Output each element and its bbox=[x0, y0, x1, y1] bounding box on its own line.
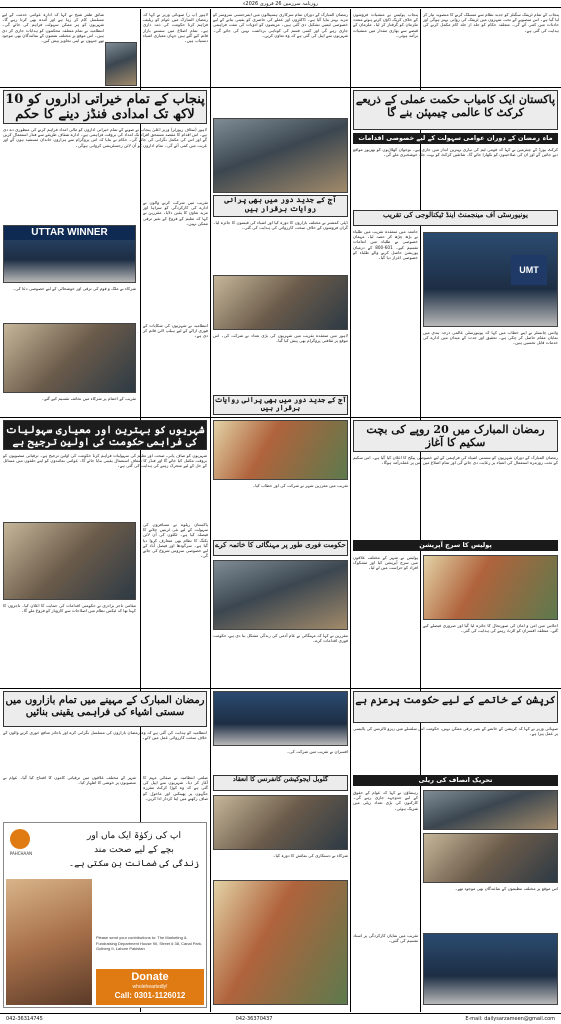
article-text: جامعہ میں منعقدہ تقریب میں طلباء نے بڑھ چڑھ کر حصہ لیا۔ مہمان خصوصی نے طلباء میں انعامات تقسیم کیے۔ 601-800 کے درمیان پوزیشن حاصل کرنے والے طلباء کو خصوصی اعزاز دیا گیا۔ bbox=[353, 229, 418, 261]
award-photo bbox=[423, 933, 558, 1005]
donate-button[interactable] bbox=[96, 969, 204, 1005]
headline-centre-bottom: حکومت فوری طور پر مہنگائی کا خاتمہ کرے bbox=[213, 540, 348, 556]
column-rule bbox=[210, 9, 211, 1012]
mother-child-image bbox=[6, 879, 92, 1005]
author-photo bbox=[105, 42, 137, 86]
zakat-ad bbox=[3, 822, 207, 1008]
headline-right-mid: یونیورسٹی آف مینجمنٹ اینڈ ٹیکنالوجی کی تقریب bbox=[353, 210, 558, 226]
market-photo bbox=[213, 275, 348, 330]
headline-mid-left: شہریوں کو بہترین اور معیاری سہولیات کی فراہمی حکومت کی اولین ترجیح ہے bbox=[3, 420, 207, 450]
event-photo bbox=[213, 420, 348, 480]
logo-text: PAHCHAAN bbox=[9, 851, 33, 856]
headline-low-right: کرپشن کے خاتمے کے لیے حکومت پرعزم ہے bbox=[353, 691, 558, 723]
umt-logo: UMT bbox=[511, 255, 547, 285]
group-photo bbox=[3, 323, 136, 393]
article-text: تقریب میں شرکت کرنے والوں نے ادارے کی کارکردگی کو سراہا اور مزید تعاون کا یقین دلایا۔ مقررین نے کہا کہ تعلیم کے فروغ کے بغیر ترقی ممکن نہیں۔ bbox=[143, 200, 208, 226]
pahchaan-logo-icon bbox=[10, 829, 30, 849]
banner-photo-text: UTTAR WINNER bbox=[4, 226, 135, 240]
article-text: ڈپٹی کمشنر نے مختلف بازاروں کا دورہ کیا اور اشیاء کی قیمتوں کا جائزہ لیا۔ گراں فروشوں کے خلاف سخت کارروائی کی ہدایت کی گئی۔ bbox=[213, 220, 348, 231]
event-photo bbox=[3, 225, 136, 283]
meeting-photo bbox=[423, 555, 558, 620]
call-label: Call: 0301-1126012 bbox=[114, 991, 186, 1000]
article-text: لاہور میں منعقدہ تقریب میں شہریوں کی بڑی تعداد نے شرکت کی۔ اس موقع پر ثقافتی پروگرام بھی پیش کیا گیا۔ bbox=[213, 333, 348, 344]
article-text: شرکاء نے ملک و قوم کی ترقی اور خوشحالی کے لیے خصوصی دعا کی۔ bbox=[12, 286, 136, 291]
article-text: تقریب میں نمایاں کارکردگی پر اسناد تقسیم کی گئیں۔ bbox=[353, 933, 418, 944]
handshake-photo bbox=[3, 522, 136, 600]
ad-contrib-text: Please send your contributions to: The Marketing & Fundraising Department House 90, Street # 38, Canal Park, Gulberg II, Lahore Pakistan bbox=[96, 935, 203, 951]
award-photo bbox=[213, 118, 348, 193]
article-text: رمضان المبارک کے دوران تمام سرکاری ہسپتالوں میں ایمرجنسی سروسز کو مزید بہتر بنایا گیا ہے۔ ڈاکٹروں اور عملے کی حاضری کو یقینی بنانے کے لیے خصوصی ٹیمیں تشکیل دی گئی ہیں۔ مریضوں کو ادویات کی مفت فراہمی جاری رہے گی اور کسی قسم کی کوتاہی برداشت نہیں کی جائے گی۔ شہریوں سے اپیل کی گئی ہے کہ وہ تعاون کریں۔ bbox=[213, 12, 348, 38]
article-text: ضلعی انتظامیہ نے صفائی مہم کا آغاز کر دیا۔ شہریوں سے اپیل کی گئی ہے کہ وہ کوڑا کرکٹ مقررہ جگہوں پر پھینکیں اور ماحول کو صاف رکھنے میں اپنا کردار ادا کریں۔ bbox=[143, 775, 208, 801]
article-text: وائس چانسلر نے اپنے خطاب میں کہا کہ یونیورسٹی عالمی درجہ بندی میں نمایاں مقام حاصل کر چکی ہے۔ تحقیق اور جدت کے میدان میں ادارے کی خدمات قابل تحسین ہیں۔ bbox=[423, 330, 558, 346]
ceremony-photo bbox=[213, 795, 348, 850]
article-text: انتظامیہ نے شہریوں کی شکایات کے فوری ازالے کے لیے ہیلپ لائن قائم کر دی ہے۔ bbox=[143, 323, 208, 339]
donate-label: Donate bbox=[131, 971, 169, 983]
crafts-photo bbox=[213, 880, 348, 1005]
section-rule bbox=[350, 417, 561, 418]
article-text: پاکستان ریلوے نے مسافروں کی سہولت کے لیے نئی ٹرینیں چلانے کا فیصلہ کیا ہے۔ ٹکٹوں کی آن لائن بکنگ کا نظام بھی متعارف کروا دیا گیا ہے۔ سرگودھا اور فیصل آباد کے لیے خصوصی سروس شروع کی جائے گی۔ bbox=[143, 522, 208, 559]
donate-sub: wholeheartedly! bbox=[132, 984, 168, 990]
headline-main-right: پاکستان ایک کامیاب حکمت عملی کے ذریعے کرکٹ کا عالمی چیمپئن بنے گا bbox=[353, 90, 558, 130]
article-text: مقامی تاجر برادری نے حکومتی اقدامات کی حمایت کا اعلان کیا۔ تاجروں کا کہنا تھا کہ ٹیکس نظام میں اصلاحات سے کاروبار کو فروغ ملے گا۔ bbox=[3, 603, 136, 614]
article-text: پولیس نے شہر کے مختلف علاقوں میں سرچ آپریشن کیا اور مشکوک افراد کو حراست میں لے لیا۔ bbox=[353, 555, 418, 571]
ad-appeal-line2: بچے کے لیے صحت مند bbox=[94, 845, 174, 855]
article-text: انتظامیہ کو ہدایت کی گئی ہے کہ وہ رمضان بازاروں کی مسلسل نگرانی کرے اور ناجائز منافع خوری کرنے والوں کے خلاف سخت کارروائی عمل میں لائے۔ bbox=[3, 730, 207, 741]
article-text: مقررین نے کہا کہ مہنگائی نے عام آدمی کی زندگی مشکل بنا دی ہے، حکومت فوری اقدامات کرے۔ bbox=[213, 633, 348, 644]
headline-centre-caption: آج کے جدید دور میں بھی پرانی روایات برقرار ہیں bbox=[213, 395, 348, 415]
headline-main-left: پنجاب کے تمام خیراتی اداروں کو 10 لاکھ تک امدادی فنڈز دینے کا حکم bbox=[3, 90, 207, 124]
column-rule bbox=[350, 9, 351, 1012]
section-rule bbox=[0, 688, 561, 689]
article-text: شہر کے مختلف علاقوں میں ترقیاتی کاموں کا افتتاح کیا گیا۔ عوام نے منصوبوں پر خوشی کا اظہار کیا۔ bbox=[3, 775, 136, 786]
headline-low-left: رمضان المبارک کے مہینے میں تمام بازاروں میں سستی اشیاء کی فراہمی یقینی بنائیں bbox=[3, 691, 207, 727]
footer-phone2: 042-36370437 bbox=[235, 1016, 273, 1022]
sub-bar: تحریک انصاف کی ریلی bbox=[353, 775, 558, 786]
article-text: رہنماؤں نے کہا کہ عوام کے حقوق کے لیے جدوجہد جاری رہے گی۔ کارکنوں کی بڑی تعداد ریلی میں شریک ہوئی۔ bbox=[353, 790, 418, 811]
section-rule bbox=[0, 87, 561, 88]
article-text: شائق ظفر شیخ نے کہا کہ ادارہ عوامی خدمت کے لیے مسلسل کام کر رہا ہے اور آئندہ بھی کرتا رہے گا۔ شہریوں کو ہر ممکن سہولت فراہم کی جائے گی۔ انتظامیہ نے تمام متعلقہ محکموں کو ہدایات جاری کر دی ہیں۔ اس موقع پر مختلف شعبوں کے نمائندگان بھی موجود تھے جنہوں نے اپنی تجاویز پیش کیں۔ bbox=[2, 12, 104, 44]
speaker-photo bbox=[423, 232, 558, 327]
article-text: تقریب کے اختتام پر شرکاء میں تحائف تقسیم کیے گئے۔ bbox=[41, 396, 136, 401]
article-text: لاہور (پ ر) صوبائی وزیر نے کہا کہ رمضان المبارک میں عوام کو ریلیف فراہم کرنا حکومت کی ذمہ داری ہے۔ تمام اضلاع میں سستے بازار قائم کیے گئے ہیں جہاں معیاری اشیاء دستیاب ہیں۔ bbox=[143, 12, 208, 44]
conference-photo bbox=[213, 560, 348, 630]
sub-bar: پولیس کا سرچ آپریشن bbox=[353, 540, 558, 551]
headline-right-low: گلوبل ایجوکیشن کانفرنس کا انعقاد bbox=[213, 775, 348, 791]
masthead-line: روزنامہ سرزمین 26 فروری 2026ء bbox=[243, 1, 318, 7]
headline-mid-right: رمضان المبارک میں 20 روپے کی بچت سکیم کا آغاز bbox=[353, 420, 558, 452]
footer bbox=[0, 1013, 561, 1024]
article-text: شہریوں کو صاف پانی، صحت اور تعلیم کی سہولیات فراہم کرنا حکومت کی اولین ترجیح ہے۔ ترقیاتی منصوبوں کو بروقت مکمل کیا جائے گا اور فنڈز کا شفاف استعمال یقینی بنایا جائے گا۔ عوامی نمائندوں کو اپنے حلقوں میں مسائل کے حل کے لیے متحرک رہنے کی ہدایت کی گئی ہے۔ bbox=[3, 453, 207, 469]
article-text: کرکٹ بورڈ کے چیئرمین نے کہا کہ قومی ٹیم کی تیاری بہترین انداز میں جاری ہے۔ نوجوان کھلاڑیوں کو بھرپور مواقع دیے جائیں گے اور ان کی صلاحیتوں کو نکھارا جائے گا۔ شائقین کرکٹ کو بہت جلد خوشخبری ملے گی۔ bbox=[353, 147, 558, 158]
masthead-rule bbox=[0, 7, 561, 8]
article-text: اس موقع پر مختلف تنظیموں کے نمائندگان بھی موجود تھے۔ bbox=[455, 886, 558, 891]
masthead bbox=[0, 0, 561, 8]
footer-phone1: 042-36314745 bbox=[6, 1016, 43, 1022]
article-text: تقریب میں معززین شہر نے شرکت کی اور خطاب کیا۔ bbox=[252, 483, 348, 488]
article-text: شرکاء نے دستکاری کی نمائش کا دورہ کیا۔ bbox=[273, 853, 348, 858]
article-text: اجلاس میں امن و امان کی صورتحال کا جائزہ لیا گیا اور ضروری فیصلے کیے گئے۔ متعلقہ افسران کو الرٹ رہنے کی ہدایت کی گئی۔ bbox=[423, 623, 558, 634]
officials-photo bbox=[213, 691, 348, 746]
footer-email[interactable]: E-mail: dailysarzameen@gmail.com bbox=[465, 1016, 555, 1022]
section-rule bbox=[0, 417, 350, 418]
group-photo bbox=[423, 833, 558, 883]
article-text: رمضان المبارک کے دوران شہریوں کو سستی اشیاء کی فراہمی کے لیے خصوصی پیکج کا اعلان کیا گیا ہے۔ اس سکیم کے تحت روزمرہ استعمال کی اشیاء پر رعایت دی جائے گی اور تمام اضلاع میں اس پر عملدرآمد ہوگا۔ bbox=[353, 455, 558, 466]
article-text: لاہور (سٹاف رپورٹر) وزیر اعلیٰ پنجاب نے صوبے کے تمام خیراتی اداروں کو مالی امداد فراہم کرنے کی منظوری دے دی ہے۔ اس اقدام کا مقصد مستحق افراد تک امداد کی بروقت فراہمی ہے۔ ادارے شفاف طریقے سے فنڈز استعمال کریں گے اور اس کی مکمل نگرانی کی جائے گی۔ حکام نے بتایا کہ اس پروگرام سے ہزاروں خاندان مستفید ہوں گے اور غربت میں کمی آئے گی۔ تمام اداروں کو آن لائن رجسٹریشن کروانی ہوگی۔ bbox=[3, 127, 207, 148]
ad-appeal-line1: آپ کی زکوٰۃ ایک ماں اور bbox=[86, 831, 182, 841]
headline-centre-photo: آج کے جدید دور میں بھی پرانی روایات برقرار ہیں bbox=[213, 195, 348, 217]
sub-bar: ماہ رمضان کے دوران عوامی سہولت کے لیے خصوصی اقدامات bbox=[353, 133, 558, 144]
ad-appeal-line3: زندگی کی ضمانت بن سکتی ہے۔ bbox=[68, 859, 200, 869]
article-text: افسران نے تقریب میں شرکت کی۔ bbox=[286, 749, 348, 754]
gathering-photo bbox=[423, 790, 558, 830]
article-text: پنجاب پولیس نے منشیات فروشوں کے خلاف کریک ڈاؤن کرتے ہوئے متعدد ملزمان کو گرفتار کر لیا۔ ملزمان کے قبضے سے بھاری مقدار میں منشیات برآمد ہوئی۔ bbox=[353, 12, 418, 38]
article-text: پنجاب کے تمام ٹریفک سگنلز کو جدید نظام سے منسلک کرنے کا منصوبہ تیار کر لیا گیا ہے۔ اس منصوبے کے تحت شہروں میں ٹریفک کی روانی بہتر ہوگی اور حادثات میں کمی آئے گی۔ متعلقہ حکام کو جلد از جلد کام مکمل کرنے کی ہدایت کی گئی ہے۔ bbox=[423, 12, 559, 33]
article-text: صوبائی وزیر نے کہا کہ کرپشن کے خاتمے کے بغیر ترقی ممکن نہیں، حکومت اس سلسلے میں زیرو ٹالرنس کی پالیسی پر عمل پیرا ہے۔ bbox=[353, 726, 558, 737]
